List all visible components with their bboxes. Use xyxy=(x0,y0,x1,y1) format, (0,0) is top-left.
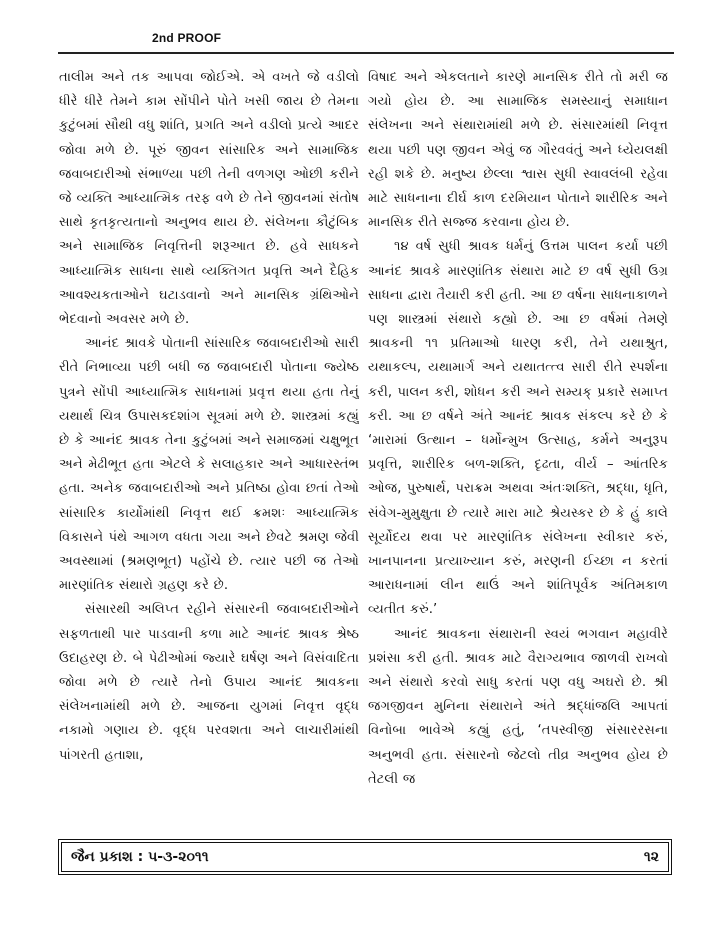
page-number: ૧૨ xyxy=(643,849,659,865)
proof-label: 2nd PROOF xyxy=(152,31,222,45)
publication-title: જૈન પ્રકાશ : ૫-૩-૨૦૧૧ xyxy=(71,849,209,865)
paragraph: આનંદ શ્રાવકે પોતાની સાંસારિક જવાબદારીઓ સારી રીતે નિભાવ્યા પછી બધી જ જવાબદારી પોતાના જ્યેષ્ઠ પુત્રને સોંપી આધ્યાત્મિક સાધનામાં પ્રવૃત્ત થયા હતા તેનું યથાર્થ ચિત્ર ઉપાસકદશાંગ સૂત્રમાં મળે છે. શાસ્ત્રમાં કહ્યું છે કે આનંદ શ્રાવક તેના કુટુંબમાં અને સમાજમાં ચક્ષુભૂત અને મેઢીભૂત હતા એટલે કે સલાહકાર અને આધારસ્તંભ હતા. અનેક જવાબદારીઓ અને પ્રતિષ્ઠા હોવા છતાં તેઓ સાંસારિક કાર્યોમાંથી નિવૃત્ત થઈ ક્રમશઃ આધ્યાત્મિક વિકાસને પંથે આગળ વધતા ગયા અને છેવટે શ્રમણ જેવી અવસ્થામાં (શ્રમણભૂત) પહોંચે છે. ત્યાર પછી જ તેઓ મારણાંતિક સંથારો ગ્રહણ કરે છે. xyxy=(59,336,359,594)
paragraph: સંસારથી અલિપ્ત રહીને સંસારની જવાબદારીઓને સફળતાથી પાર પાડવાની કળા માટે આનંદ શ્રાવક શ્રેષ્ઠ ઉદાહરણ છે. બે પેઢીઓમાં જ્યારે ઘર્ષણ અને વિસંવાદિતા જોવા મળે છે ત્યારે તેનો ઉપાય આનંદ શ્રાવકના સંલેખનામાંથી મળે છે. આજના યુગમાં નિવૃત્ત વૃદ્ધ નકામો ગણાય છે. વૃદ્ધ પરવશતા અને લાચારીમાંથી પાંગરતી હતાશા, xyxy=(59,602,359,763)
page-footer xyxy=(58,839,672,875)
header-rule xyxy=(58,52,674,54)
paragraph: ૧૪ વર્ષ સુધી શ્રાવક ધર્મનું ઉત્તમ પાલન કર્યા પછી આનંદ શ્રાવકે મારણાંતિક સંથારા માટે છ વર્ષ સુધી ઉગ્ર સાધના દ્વારા તૈયારી કરી હતી. આ છ વર્ષના સાધનાકાળને પણ શાસ્ત્રમાં સંથારો કહ્યો છે. આ છ વર્ષમાં તેમણે શ્રાવકની ૧૧ પ્રતિમાઓ ધારણ કરી, તેને યથાશ્રુત, યથાકલ્પ, યથામાર્ગ અને યથાતત્ત્વ સારી રીતે સ્પર્શના કરી, પાલન કરી, શોધન કરી અને સમ્યક્ પ્રકારે સમાપ્ત કરી. આ છ વર્ષને અંતે આનંદ શ્રાવક સંકલ્પ કરે છે કે ‘મારામાં ઉત્થાન – ધર્મોન્મુખ ઉત્સાહ, કર્મને અનુરૂપ પ્રવૃત્તિ, શારીરિક બળ-શક્તિ, દૃઢતા, વીર્ય – આંતરિક ઓજ, પુરુષાર્થ, પરાક્રમ અથવા અંતઃશક્તિ, શ્રદ્ધા, ધૃતિ, સંવેગ-મુમુક્ષુતા છે ત્યારે મારા માટે શ્રેયસ્કર છે કે હું કાલે સૂર્યોદય થવા પર મારણાંતિક સંલેખના સ્વીકાર કરું, ખાનપાનના પ્રત્યાખ્યાન કરું, મરણની ઈચ્છા ન કરતાં આરાધનામાં લીન થાઉં અને શાંતિપૂર્વક અંતિમકાળ વ્યતીત કરું.’ xyxy=(368,239,668,618)
paragraph: આનંદ શ્રાવકના સંથારાની સ્વયં ભગવાન મહાવીરે પ્રશંસા કરી હતી. શ્રાવક માટે વૈરાગ્યભાવ જાળવી રાખવો અને સંથારો કરવો સાધુ કરતાં પણ વધુ અઘરો છે. શ્રી જગજીવન મુનિના સંથારાને અંતે શ્રદ્ધાંજલિ આપતાં વિનોબા ભાવેએ કહ્યું હતું, ‘તપસ્વીજી સંસારરસના અનુભવી હતા. સંસારનો જેટલો તીવ્ર અનુભવ હોય છે તેટલી જ xyxy=(368,626,668,787)
paragraph: તાલીમ અને તક આપવા જોઈએ. એ વખતે જે વડીલો ધીરે ધીરે તેમને કામ સોંપીને પોતે ખસી જાય છે તેમના કુટુંબમાં સૌથી વધુ શાંતિ, પ્રગતિ અને વડીલો પ્રત્યે આદર જોવા મળે છે. પૂરું જીવન સાંસારિક અને સામાજિક જવાબદારીઓ સંભાળ્યા પછી તેની વળગણ ઓછી કરીને જે વ્યક્તિ આધ્યાત્મિક તરફ વળે છે તેને જીવનમાં સંતોષ સાથે કૃતકૃત્યતાનો અનુભવ થાય છે. સંલેખના કૌટુંબિક અને સામાજિક નિવૃત્તિની શરૂઆત છે. હવે સાધકને આધ્યાત્મિક સાધના સાથે વ્યક્તિગત પ્રવૃત્તિ અને દૈહિક આવશ્યકતાઓને ઘટાડવાનો અને માનસિક ગ્રંથિઓને ભેદવાનો અવસર મળે છે. xyxy=(59,70,359,328)
paragraph: વિષાદ અને એકલતાને કારણે માનસિક રીતે તો મરી જ ગયો હોય છે. આ સામાજિક સમસ્યાનું સમાધાન સંલેખના અને સંથારામાંથી મળે છે. સંસારમાંથી નિવૃત્ત થયા પછી પણ જીવન એવું જ ગૌરવવંતું અને ધ્યેયલક્ષી રહી શકે છે. મનુષ્ય છેલ્લા શ્વાસ સુધી સ્વાવલંબી રહેવા માટે સાધનાના દીર્ઘ કાળ દરમિયાન પોતાને શારીરિક અને માનસિક રીતે સજ્જ કરવાના હોય છે. xyxy=(368,70,668,231)
right-column xyxy=(368,66,668,836)
left-column xyxy=(59,66,359,836)
